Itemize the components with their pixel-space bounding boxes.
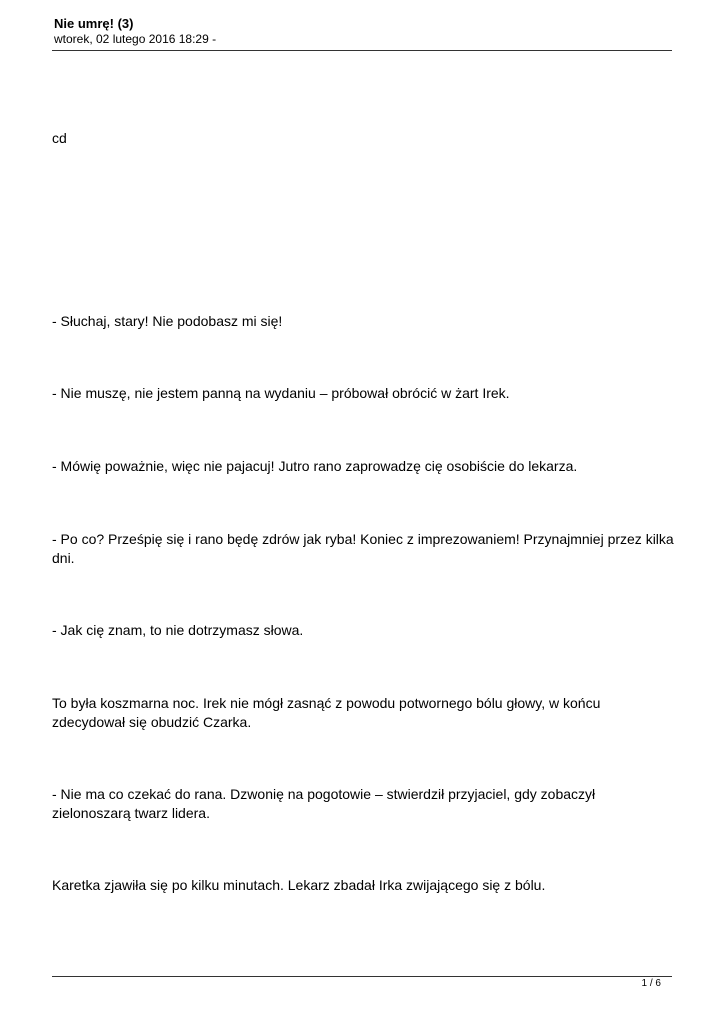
paragraph: - Po co? Prześpię się i rano będę zdrów jak ryba! Koniec z imprezowaniem! Przynajmniej przez kilka dni.: [52, 531, 674, 566]
page-number: 1 / 6: [641, 978, 661, 989]
page-header: [54, 16, 674, 47]
article-date: wtorek, 02 lutego 2016 18:29 -: [54, 32, 217, 46]
article-title: Nie umrę! (3): [54, 16, 134, 31]
header-divider: [52, 50, 672, 51]
paragraph: - Słuchaj, stary! Nie podobasz mi się!: [52, 313, 283, 329]
paragraph: - Jak cię znam, to nie dotrzymasz słowa.: [52, 622, 304, 638]
paragraph: cd: [52, 130, 67, 146]
paragraph: Karetka zjawiła się po kilku minutach. Lekarz zbadał Irka zwijającego się z bólu.: [52, 877, 546, 893]
paragraph: To była koszmarna noc. Irek nie mógł zasnąć z powodu potwornego bólu głowy, w końcu zdecydował się obudzić Czarka.: [52, 695, 601, 730]
paragraph: - Nie ma co czekać do rana. Dzwonię na pogotowie – stwierdził przyjaciel, gdy zobaczył zielonoszarą twarz lidera.: [52, 786, 596, 821]
paragraph: - Mówię poważnie, więc nie pajacuj! Jutro rano zaprowadzę cię osobiście do lekarza.: [52, 458, 578, 474]
footer-divider: [52, 976, 672, 977]
paragraph: - Nie muszę, nie jestem panną na wydaniu – próbował obrócić w żart Irek.: [52, 385, 510, 401]
